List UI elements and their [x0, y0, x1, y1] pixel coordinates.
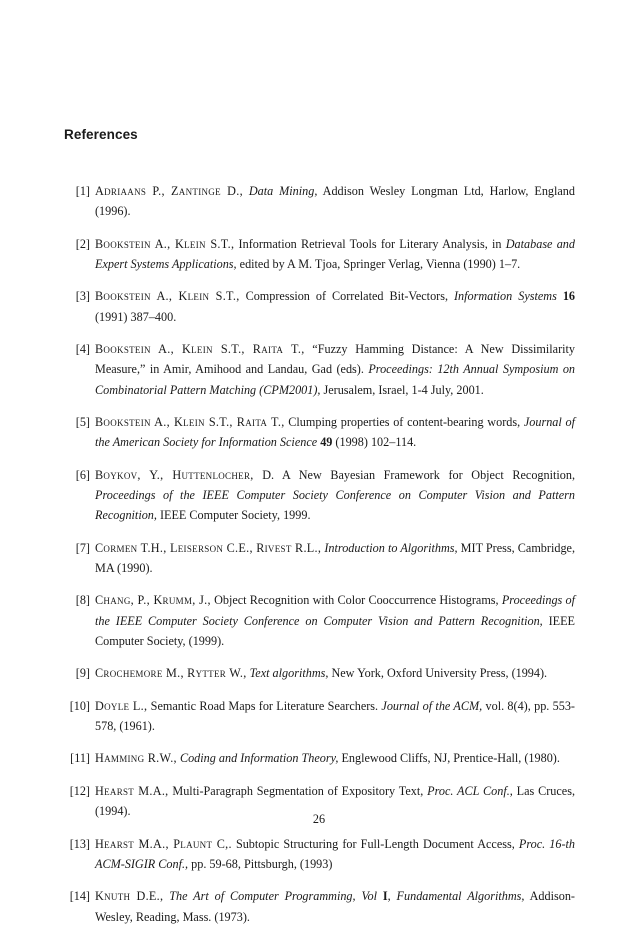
reference-title: Introduction to Algorithms,	[324, 540, 458, 555]
reference-number: [5]	[75, 415, 90, 430]
reference-text: Semantic Road Maps for Literature Searchers.	[147, 698, 382, 713]
reference-volume: I	[382, 889, 388, 904]
reference-entry-9	[64, 663, 575, 683]
reference-number: [9]	[75, 666, 90, 681]
reference-text: Compression of Correlated Bit-Vectors,	[239, 289, 454, 304]
reference-authors: Adriaans P., Zantinge D.,	[95, 184, 243, 198]
reference-number: [10]	[69, 698, 90, 713]
page-number: 26	[312, 812, 326, 826]
reference-text: Addison Wesley Longman Ltd, Harlow, England (1996).	[95, 184, 575, 219]
reference-number: [6]	[75, 467, 90, 482]
reference-authors: Crochemore M., Rytter W.,	[95, 666, 247, 681]
reference-title: , Fundamental Algorithms,	[387, 889, 525, 904]
reference-text: pp. 59-68, Pittsburgh, (1993)	[188, 856, 333, 871]
reference-text: (1991) 387–400.	[95, 309, 177, 324]
reference-title: Text algorithms,	[249, 666, 329, 681]
reference-entry-2	[64, 234, 575, 274]
reference-entry-5	[64, 412, 575, 452]
reference-text: New York, Oxford University Press, (1994).	[328, 666, 548, 681]
reference-text: Englewood Cliffs, NJ, Prentice-Hall, (1980).	[338, 751, 560, 766]
reference-volume: 16	[562, 289, 575, 304]
reference-number: [8]	[75, 593, 90, 608]
reference-title: Proc. ACL Conf.,	[427, 783, 513, 798]
reference-authors: Knuth D.E.,	[95, 889, 164, 904]
reference-authors: Cormen T.H., Leiserson C.E., Rivest R.L.,	[95, 540, 322, 555]
reference-authors: Hearst M.A.,	[95, 783, 169, 798]
reference-authors: Chang, P., Krumm, J.,	[95, 593, 211, 608]
reference-title: Data Mining,	[248, 184, 318, 198]
reference-title: Information Systems	[454, 289, 557, 304]
reference-entry-10	[64, 696, 575, 736]
reference-number: [11]	[70, 751, 90, 766]
reference-entry-8	[64, 590, 575, 651]
reference-text: Addison-Wesley, Reading, Mass. (1973).	[95, 889, 575, 924]
reference-title: Coding and Information Theory,	[179, 751, 339, 766]
reference-text: edited by A M. Tjoa, Springer Verlag, Vienna (1990) 1–7.	[236, 256, 521, 271]
reference-title: Proc. 16-th ACM-SIGIR Conf.,	[95, 836, 576, 871]
reference-number: [12]	[69, 783, 90, 798]
reference-title: Database and Expert Systems Applications,	[95, 236, 575, 271]
reference-text: Subtopic Structuring for Full-Length Document Access,	[231, 836, 519, 851]
reference-entry-13	[64, 834, 575, 874]
reference-number: [7]	[75, 540, 90, 555]
reference-text: Clumping properties of content-bearing words,	[284, 415, 524, 430]
reference-number: [13]	[69, 836, 90, 851]
reference-entry-1	[64, 181, 575, 221]
reference-title: Proceedings of the IEEE Computer Society Conference on Computer Vision and Pattern Recognition,	[95, 487, 575, 523]
reference-entry-14	[64, 886, 575, 926]
reference-text: Las Cruces, (1994).	[95, 783, 575, 819]
reference-authors: Boykov, Y., Huttenlocher,	[95, 467, 254, 482]
reference-authors: Hamming R.W.,	[95, 751, 177, 766]
reference-authors: Bookstein A., Klein S.T.,	[95, 236, 235, 251]
references-heading: References	[64, 127, 138, 142]
reference-number: [1]	[75, 184, 90, 198]
reference-text: (1998) 102–114.	[332, 435, 417, 450]
reference-text: Multi-Paragraph Segmentation of Expository Text,	[168, 783, 428, 798]
reference-text: Object Recognition with Color Cooccurrence Histograms,	[210, 593, 502, 608]
reference-title: The Art of Computer Programming, Vol	[169, 889, 378, 904]
reference-number: [4]	[75, 342, 90, 357]
reference-text: “Fuzzy Hamming Distance: A New Dissimilarity Measure,” in Amir, Amihood and Landau, Gad (eds).	[95, 342, 576, 377]
reference-entry-11	[64, 748, 575, 768]
reference-text: MIT Press, Cambridge, MA (1990).	[95, 540, 575, 575]
reference-entry-3	[64, 286, 575, 326]
reference-text: vol. 8(4), pp. 553-578, (1961).	[95, 698, 575, 733]
reference-entry-4	[64, 339, 575, 400]
reference-text: IEEE Computer Society, (1999).	[95, 613, 575, 648]
reference-title: Proceedings: 12th Annual Symposium on Combinatorial Pattern Matching (CPM2001),	[95, 362, 576, 397]
reference-authors: Bookstein A., Klein S.T.,	[95, 289, 240, 304]
reference-text: IEEE Computer Society, 1999.	[156, 508, 311, 523]
reference-text: D. A New Bayesian Framework for Object Recognition,	[253, 467, 575, 482]
reference-title: Proceedings of the IEEE Computer Society Conference on Computer Vision and Pattern Recognition,	[95, 593, 575, 628]
reference-number: [14]	[69, 889, 90, 904]
reference-number: [3]	[75, 289, 90, 304]
reference-volume: 49	[320, 435, 333, 450]
reference-title: Journal of the American Society for Information Science	[95, 415, 575, 450]
reference-number: [2]	[75, 236, 90, 251]
reference-text: Jerusalem, Israel, 1-4 July, 2001.	[320, 382, 484, 397]
reference-text: Information Retrieval Tools for Literary Analysis, in	[234, 236, 506, 251]
reference-authors: Bookstein A., Klein S.T., Raita T.,	[95, 415, 285, 430]
reference-entry-7	[64, 538, 575, 578]
reference-authors: Hearst M.A., Plaunt C,.	[95, 836, 232, 851]
reference-authors: Doyle L.,	[95, 698, 148, 713]
reference-title: Journal of the ACM,	[381, 698, 483, 713]
reference-entry-6	[64, 465, 575, 526]
reference-authors: Bookstein A., Klein S.T., Raita T.,	[95, 342, 305, 357]
